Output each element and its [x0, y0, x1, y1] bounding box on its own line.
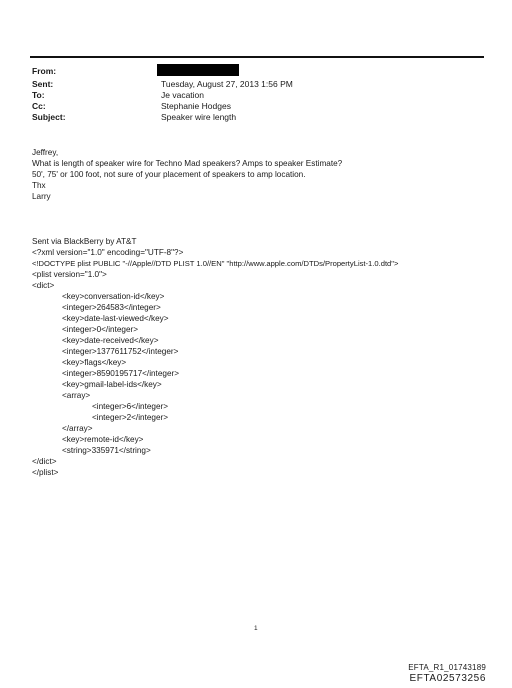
plist-line: <?xml version="1.0" encoding="UTF-8"?> [32, 248, 184, 257]
footer-id-secondary: EFTA02573256 [409, 673, 486, 684]
plist-line: <string>335971</string> [62, 446, 151, 455]
sent-label: Sent: [32, 79, 54, 89]
to-label: To: [32, 90, 45, 100]
sent-value: Tuesday, August 27, 2013 1:56 PM [161, 79, 293, 89]
body-line: Thx [32, 181, 46, 190]
plist-line: <key>date-received</key> [62, 336, 159, 345]
subject-label: Subject: [32, 112, 66, 122]
redaction-box [157, 64, 239, 76]
plist-line: <key>flags</key> [62, 358, 127, 367]
plist-line: </plist> [32, 468, 59, 477]
plist-line: <plist version="1.0"> [32, 270, 107, 279]
cc-value: Stephanie Hodges [161, 101, 231, 111]
page-number: 1 [254, 625, 258, 632]
plist-line: <!DOCTYPE plist PUBLIC "-//Apple//DTD PLIST 1.0//EN" "http://www.apple.com/DTDs/PropertyList-1.0.dtd"> [32, 259, 399, 268]
plist-line: <array> [62, 391, 91, 400]
plist-line: <key>remote-id</key> [62, 435, 144, 444]
plist-line: </dict> [32, 457, 57, 466]
cc-label: Cc: [32, 101, 46, 111]
subject-value: Speaker wire length [161, 112, 237, 122]
plist-line: <integer>1377611752</integer> [62, 347, 179, 356]
plist-line: <integer>0</integer> [62, 325, 139, 334]
from-label: From: [32, 66, 57, 76]
plist-line: <dict> [32, 281, 55, 290]
plist-line: <integer>264583</integer> [62, 303, 161, 312]
to-value: Je vacation [161, 90, 204, 100]
plist-line: <integer>6</integer> [92, 402, 169, 411]
signature-line: Sent via BlackBerry by AT&T [32, 237, 137, 246]
plist-line: <key>date-last-viewed</key> [62, 314, 169, 323]
plist-line: <integer>2</integer> [92, 413, 169, 422]
body-line: Larry [32, 192, 51, 201]
header-rule [30, 56, 484, 58]
body-line: Jeffrey, [32, 148, 59, 157]
plist-line: </array> [62, 424, 93, 433]
plist-line: <key>gmail-label-ids</key> [62, 380, 162, 389]
plist-line: <integer>8590195717</integer> [62, 369, 180, 378]
body-line: 50', 75' or 100 foot, not sure of your placement of speakers to amp location. [32, 170, 306, 179]
body-line: What is length of speaker wire for Techno Mad speakers? Amps to speaker Estimate? [32, 159, 343, 168]
footer-id-primary: EFTA_R1_01743189 [408, 663, 486, 672]
plist-line: <key>conversation-id</key> [62, 292, 165, 301]
